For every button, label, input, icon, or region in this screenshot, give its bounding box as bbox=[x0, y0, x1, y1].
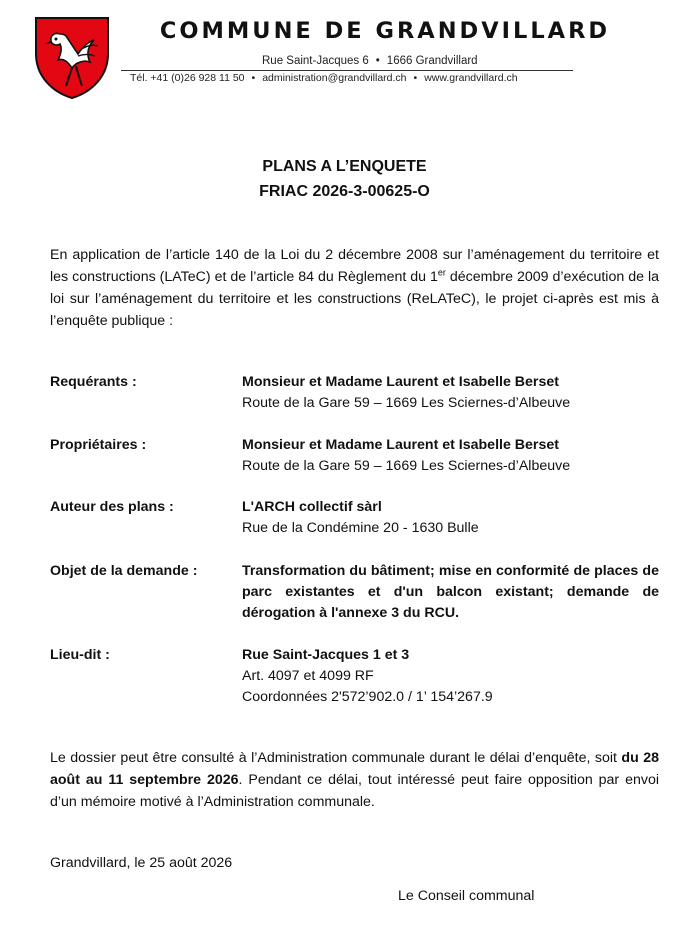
website-link[interactable]: www.grandvillard.ch bbox=[424, 72, 518, 84]
place-date: Grandvillard, le 25 août 2026 bbox=[50, 855, 233, 871]
separator: • bbox=[413, 72, 418, 84]
address-city: 1666 Grandvillard bbox=[386, 55, 478, 67]
lieu-article: Art. 4097 et 4099 RF bbox=[242, 668, 374, 684]
contact-line bbox=[130, 72, 518, 84]
proprietaires-name: Monsieur et Madame Laurent et Isabelle Berset bbox=[242, 437, 559, 453]
header-divider bbox=[121, 70, 573, 71]
lieu-label: Lieu-dit : bbox=[50, 647, 110, 663]
requerants-value bbox=[242, 372, 659, 414]
letterhead bbox=[0, 0, 689, 100]
requerants-label: Requérants : bbox=[50, 374, 137, 390]
commune-address bbox=[262, 55, 478, 67]
lieu-coordinates: Coordonnées 2'572’902.0 / 1’ 154’267.9 bbox=[242, 689, 493, 705]
auteur-value bbox=[242, 497, 659, 539]
phone: Tél. +41 (0)26 928 11 50 bbox=[130, 72, 245, 84]
commune-crest-icon bbox=[32, 14, 112, 100]
address-street: Rue Saint-Jacques 6 bbox=[262, 55, 369, 67]
auteur-label: Auteur des plans : bbox=[50, 499, 174, 515]
email-link[interactable]: administration@grandvillard.ch bbox=[262, 72, 407, 84]
signature: Le Conseil communal bbox=[398, 888, 535, 904]
separator: • bbox=[251, 72, 256, 84]
objet-value: Transformation du bâtiment; mise en conformité de places de parc existantes et d'un balcon existant; demande de dérogation à l'annexe 3 du RCU. bbox=[242, 563, 659, 621]
enquete-period: du 28 août au 11 septembre 2026 bbox=[50, 750, 659, 788]
intro-paragraph: En application de l’article 140 de la Loi du 2 décembre 2008 sur l’aménagement du territoire et les constructions (LATeC) et de l’article 84 du Règlement du 1er décembre 2009 d’exécution de la loi sur l’aménagement du territoire et les constructions (ReLATeC), le projet ci-après est mis à l’enquête publique : bbox=[50, 247, 659, 329]
objet-label: Objet de la demande : bbox=[50, 563, 198, 579]
proprietaires-address: Route de la Gare 59 – 1669 Les Sciernes-d’Albeuve bbox=[242, 458, 571, 474]
commune-name: COMMUNE DE GRANDVILLARD bbox=[159, 18, 611, 44]
separator: • bbox=[375, 55, 380, 67]
lieu-name: Rue Saint-Jacques 1 et 3 bbox=[242, 647, 410, 663]
auteur-address: Rue de la Condémine 20 - 1630 Bulle bbox=[242, 520, 479, 536]
closing-paragraph: Le dossier peut être consulté à l’Administration communale durant le délai d’enquête, soit du 28 août au 11 septembre 2026. Pendant ce délai, tout intéressé peut faire opposition par envoi d’un mémoire motivé à l’Administration communale. bbox=[50, 750, 659, 810]
document-title: PLANS A L’ENQUETE bbox=[262, 158, 427, 175]
friac-reference: FRIAC 2026-3-00625-O bbox=[259, 183, 430, 200]
requerants-address: Route de la Gare 59 – 1669 Les Sciernes-d’Albeuve bbox=[242, 395, 571, 411]
auteur-name: L'ARCH collectif sàrl bbox=[242, 499, 382, 515]
lieu-value bbox=[242, 645, 659, 708]
proprietaires-value bbox=[242, 435, 659, 477]
proprietaires-label: Propriétaires : bbox=[50, 437, 147, 453]
requerants-name: Monsieur et Madame Laurent et Isabelle Berset bbox=[242, 374, 559, 390]
